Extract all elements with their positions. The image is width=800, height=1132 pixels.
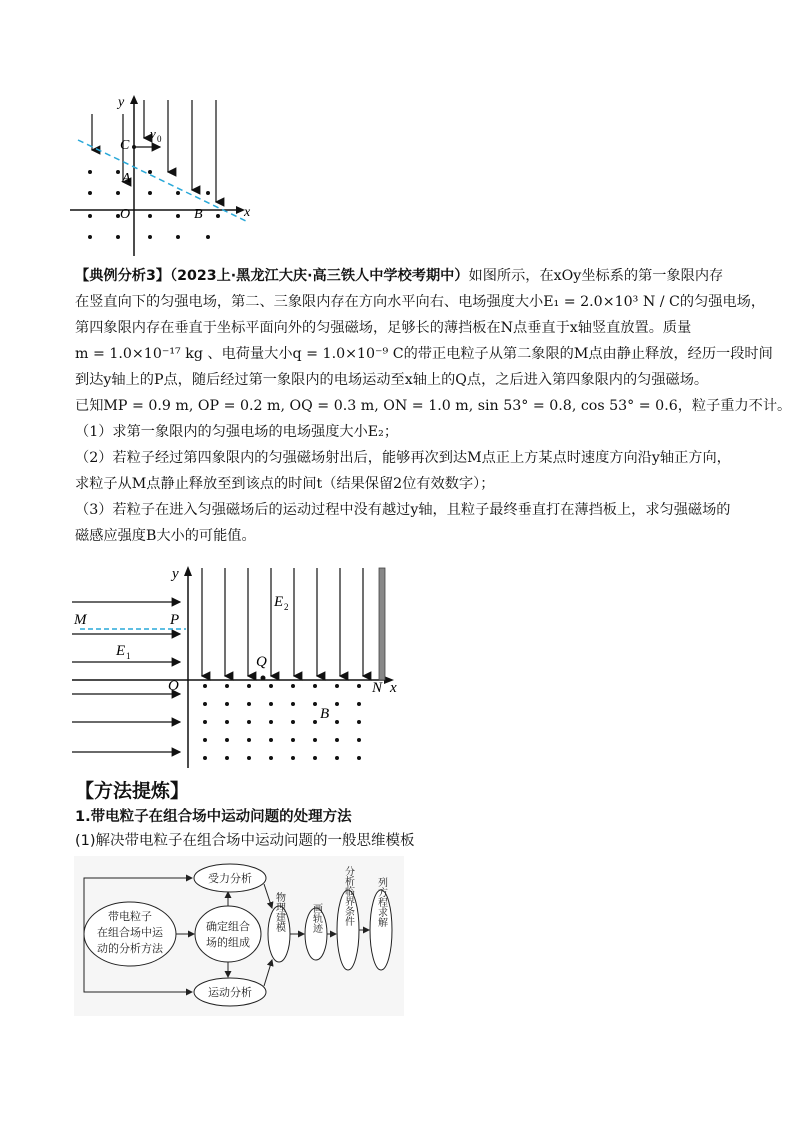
fig1-label-x: x bbox=[244, 205, 251, 220]
problem-line-3: 第四象限内存在垂直于坐标平面向外的匀强磁场，足够长的薄挡板在N点垂直于x轴竖直放置。质量 bbox=[75, 320, 692, 336]
flow-node-determine-field bbox=[195, 906, 261, 962]
question-3-line-1: （3）若粒子在进入匀强磁场后的运动过程中没有越过y轴，且粒子最终垂直打在薄挡板上，求匀强磁场的 bbox=[75, 502, 731, 518]
fig2-label-e2: E bbox=[274, 594, 284, 610]
thinking-template-flowchart bbox=[74, 856, 404, 1016]
fig2-magnetic-field-dots bbox=[203, 684, 361, 760]
figure-1-field-diagram bbox=[68, 92, 268, 262]
problem-statement bbox=[75, 263, 792, 549]
fig2-label-p: P bbox=[170, 612, 180, 628]
fig2-label-e1-sub: 1 bbox=[126, 651, 131, 661]
flow-v1-label: 物理建模 bbox=[273, 892, 285, 932]
problem-source: （2023上·黑龙江大庆·高三铁人中学校考期中） bbox=[170, 268, 469, 284]
fig2-label-e1: E bbox=[116, 643, 126, 659]
flow-v2-label: 画轨迹 bbox=[310, 903, 322, 933]
problem-line-1 bbox=[75, 263, 735, 289]
problem-text-0: 如图所示，在xOy坐标系的第一象限内存 bbox=[468, 268, 724, 284]
flow-middle-line-1: 确定组合 bbox=[206, 920, 250, 933]
method-subheading: 1.带电粒子在组合场中运动问题的处理方法 bbox=[75, 809, 352, 825]
flow-v3-label: 分析临界条件 bbox=[342, 866, 354, 926]
fig2-label-e2-sub: 2 bbox=[284, 602, 289, 612]
problem-tag: 【典例分析3】 bbox=[75, 268, 170, 284]
question-3-line-2: 磁感应强度B大小的可能值。 bbox=[75, 528, 256, 544]
fig2-label-b: B bbox=[320, 706, 330, 722]
fig1-label-o: O bbox=[120, 207, 131, 222]
flow-start-line-1: 带电粒子 bbox=[108, 910, 152, 923]
e2-field-lines bbox=[202, 568, 363, 676]
problem-line-4: m = 1.0×10⁻¹⁷ kg 、电荷量大小q = 1.0×10⁻⁹ C的带正电粒子从第二象限的M点由静止释放，经历一段时间 bbox=[75, 346, 773, 362]
fig1-label-v0-sub: 0 bbox=[157, 134, 162, 144]
problem-line-2: 在竖直向下的匀强电场，第二、三象限内存在方向水平向右、电场强度大小E₁ = 2.0×10³ N / C的匀强电场， bbox=[75, 294, 766, 310]
thin-baffle-board bbox=[379, 568, 385, 680]
fig2-label-y: y bbox=[172, 566, 179, 582]
fig2-label-x: x bbox=[390, 680, 397, 696]
flow-force-label: 受力分析 bbox=[208, 872, 252, 885]
question-1: （1）求第一象限内的匀强电场的电场强度大小E₂； bbox=[75, 424, 399, 440]
question-2-line-1: （2）若粒子经过第四象限内的匀强磁场射出后，能够再次到达M点正上方某点时速度方向沿y轴正方向， bbox=[75, 450, 731, 466]
flow-motion-label: 运动分析 bbox=[208, 986, 252, 999]
problem-line-6: 已知MP = 0.9 m, OP = 0.2 m, OQ = 0.3 m, ON = 1.0 m, sin 53° = 0.8, cos 53° = 0.6，粒子重力不计。 bbox=[75, 398, 792, 414]
fig2-label-q: Q bbox=[256, 654, 267, 670]
question-2-line-2: 求粒子从M点静止释放至到该点的时间t（结果保留2位有效数字）； bbox=[75, 476, 495, 492]
fig1-label-c: C bbox=[120, 138, 130, 153]
fig1-label-b: B bbox=[194, 207, 203, 222]
fig1-label-a: A bbox=[122, 171, 131, 186]
fig1-label-y: y bbox=[118, 95, 125, 110]
fig1-label-v0: v bbox=[150, 126, 156, 141]
method-item: (1)解决带电粒子在组合场中运动问题的一般思维模板 bbox=[75, 833, 415, 849]
flow-start-line-2: 在组合场中运 bbox=[97, 926, 163, 939]
fig2-label-n: N bbox=[372, 680, 383, 696]
e1-field-lines bbox=[72, 602, 180, 752]
fig2-label-m: M bbox=[74, 612, 87, 628]
problem-line-5: 到达y轴上的P点，随后经过第一象限内的电场运动至x轴上的Q点，之后进入第四象限内的匀强磁场。 bbox=[75, 372, 709, 388]
flow-middle-line-2: 场的组成 bbox=[206, 936, 250, 949]
magnetic-field-dots bbox=[88, 170, 220, 239]
flow-v4-label: 列方程求解 bbox=[375, 877, 387, 927]
flow-start-line-3: 动的分析方法 bbox=[97, 942, 163, 955]
fig2-label-o: O bbox=[168, 678, 179, 694]
figure-2-field-diagram bbox=[70, 562, 410, 772]
method-heading: 【方法提炼】 bbox=[75, 780, 190, 802]
